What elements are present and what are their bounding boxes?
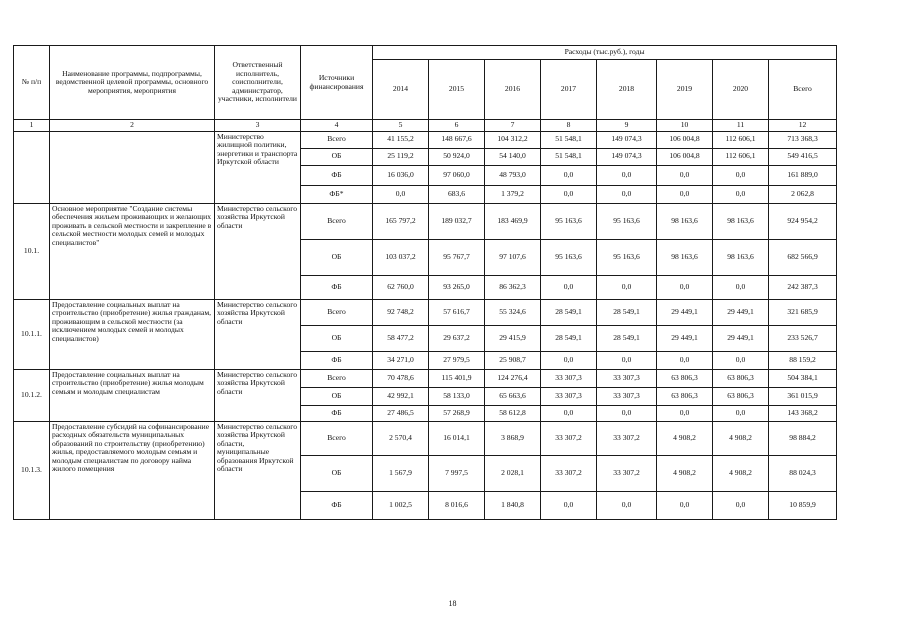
value-cell: 41 155,2 [373,131,429,148]
value-cell: 33 307,2 [597,455,657,491]
value-cell: 70 478,6 [373,369,429,387]
value-cell: 48 793,0 [485,165,541,185]
value-cell: 25 119,2 [373,148,429,165]
value-cell: 33 307,2 [541,421,597,455]
value-cell: 149 074,3 [597,131,657,148]
budget-table [13,45,837,520]
value-total: 682 566,9 [769,239,837,275]
value-cell: 27 979,5 [429,351,485,369]
value-cell: 0,0 [657,275,713,299]
value-cell: 103 037,2 [373,239,429,275]
value-cell: 0,0 [597,185,657,203]
value-cell: 112 606,1 [713,131,769,148]
value-cell: 95 163,6 [541,203,597,239]
value-total: 924 954,2 [769,203,837,239]
value-cell: 29 449,1 [657,299,713,325]
value-cell: 33 307,3 [597,387,657,405]
value-cell: 1 567,9 [373,455,429,491]
value-cell: 98 163,6 [713,239,769,275]
value-cell: 4 908,2 [657,455,713,491]
funding-source: Всего [301,299,373,325]
value-total: 98 884,2 [769,421,837,455]
funding-source: ФБ* [301,185,373,203]
value-cell: 27 486,5 [373,405,429,421]
column-index: 12 [769,120,837,132]
measure-name: Предоставление социальных выплат на строительство (приобретение) жилья молодым семьям и молодым специалистам [50,369,215,421]
value-cell: 29 637,2 [429,325,485,351]
value-cell: 58 477,2 [373,325,429,351]
responsible-executor: Министерство сельского хозяйства Иркутской области [215,369,301,421]
value-cell: 0,0 [713,491,769,519]
value-cell: 0,0 [597,165,657,185]
value-cell: 98 163,6 [657,239,713,275]
column-index: 10 [657,120,713,132]
header-expenses: Расходы (тыс.руб.), годы [373,46,837,60]
measure-name: Предоставление социальных выплат на строительство (приобретение) жилья гражданам, проживающим в сельской местности (за исключением молодых семей и молодых специалистов) [50,299,215,369]
value-cell: 2 570,4 [373,421,429,455]
value-cell: 29 449,1 [657,325,713,351]
header-year: 2016 [485,60,541,120]
value-cell: 0,0 [713,275,769,299]
funding-source: Всего [301,131,373,148]
value-cell: 29 449,1 [713,325,769,351]
value-cell: 58 133,0 [429,387,485,405]
header-responsible: Ответственный исполнитель, соисполнители, администратор, участники, исполнители [215,46,301,120]
value-cell: 63 806,3 [713,369,769,387]
table-row [14,421,837,455]
value-cell: 7 997,5 [429,455,485,491]
value-total: 361 015,9 [769,387,837,405]
value-cell: 98 163,6 [713,203,769,239]
value-cell: 683,6 [429,185,485,203]
value-cell: 28 549,1 [541,325,597,351]
funding-source: ФБ [301,351,373,369]
table-row [14,369,837,387]
table-row [14,131,837,148]
value-total: 143 368,2 [769,405,837,421]
value-cell: 92 748,2 [373,299,429,325]
column-index: 6 [429,120,485,132]
value-cell: 0,0 [657,351,713,369]
funding-source: ОБ [301,148,373,165]
value-cell: 16 036,0 [373,165,429,185]
value-cell: 2 028,1 [485,455,541,491]
value-cell: 63 806,3 [657,369,713,387]
responsible-executor: Министерство жилищной политики, энергетики и транспорта Иркутской области [215,131,301,203]
value-cell: 29 415,9 [485,325,541,351]
value-cell: 95 163,6 [541,239,597,275]
value-total: 242 387,3 [769,275,837,299]
value-cell: 28 549,1 [597,299,657,325]
value-cell: 4 908,2 [713,455,769,491]
column-index: 8 [541,120,597,132]
value-cell: 4 908,2 [657,421,713,455]
value-cell: 93 265,0 [429,275,485,299]
column-index: 7 [485,120,541,132]
header-year: 2015 [429,60,485,120]
funding-source: ОБ [301,325,373,351]
value-cell: 0,0 [541,165,597,185]
measure-name: Основное мероприятие "Создание системы обеспечения жильем проживающих и желающих проживать в сельской местности и закрепление в сельской местности молодых семей и молодых специалистов" [50,203,215,299]
value-total: 161 889,0 [769,165,837,185]
column-index: 11 [713,120,769,132]
header-num: № п/п [14,46,50,120]
value-cell: 148 667,6 [429,131,485,148]
header-name: Наименование программы, подпрограммы, ведомственной целевой программы, основного мероприятия, мероприятия [50,46,215,120]
value-cell: 95 767,7 [429,239,485,275]
value-cell: 1 379,2 [485,185,541,203]
value-cell: 106 004,8 [657,131,713,148]
row-number: 10.1.2. [14,369,50,421]
value-cell: 95 163,6 [597,203,657,239]
value-cell: 0,0 [713,165,769,185]
value-cell: 54 140,0 [485,148,541,165]
column-index: 2 [50,120,215,132]
value-cell: 112 606,1 [713,148,769,165]
value-total: 321 685,9 [769,299,837,325]
value-cell: 65 663,6 [485,387,541,405]
value-cell: 0,0 [657,491,713,519]
value-cell: 149 074,3 [597,148,657,165]
table-row [14,299,837,325]
value-cell: 86 362,3 [485,275,541,299]
value-cell: 57 268,9 [429,405,485,421]
value-total: 88 024,3 [769,455,837,491]
value-cell: 97 060,0 [429,165,485,185]
row-number [14,131,50,203]
value-cell: 28 549,1 [597,325,657,351]
value-cell: 51 548,1 [541,131,597,148]
value-cell: 115 401,9 [429,369,485,387]
header-year: 2017 [541,60,597,120]
value-cell: 0,0 [713,405,769,421]
funding-source: ОБ [301,239,373,275]
value-cell: 0,0 [713,185,769,203]
value-cell: 0,0 [657,165,713,185]
value-cell: 165 797,2 [373,203,429,239]
header-year: 2014 [373,60,429,120]
value-cell: 104 312,2 [485,131,541,148]
header-year: 2019 [657,60,713,120]
responsible-executor: Министерство сельского хозяйства Иркутской области [215,299,301,369]
value-cell: 33 307,2 [597,421,657,455]
value-total: 88 159,2 [769,351,837,369]
value-cell: 16 014,1 [429,421,485,455]
value-cell: 28 549,1 [541,299,597,325]
value-cell: 0,0 [597,491,657,519]
value-total: 713 368,3 [769,131,837,148]
row-number: 10.1.1. [14,299,50,369]
value-cell: 63 806,3 [713,387,769,405]
value-cell: 189 032,7 [429,203,485,239]
value-cell: 0,0 [541,405,597,421]
value-cell: 1 002,5 [373,491,429,519]
column-index: 9 [597,120,657,132]
value-cell: 58 612,8 [485,405,541,421]
value-cell: 124 276,4 [485,369,541,387]
value-cell: 8 016,6 [429,491,485,519]
responsible-executor: Министерство сельского хозяйства Иркутской области [215,203,301,299]
value-cell: 95 163,6 [597,239,657,275]
value-cell: 0,0 [597,275,657,299]
value-total: 233 526,7 [769,325,837,351]
funding-source: ОБ [301,455,373,491]
value-cell: 4 908,2 [713,421,769,455]
value-cell: 0,0 [541,351,597,369]
value-total: 549 416,5 [769,148,837,165]
value-cell: 33 307,3 [597,369,657,387]
header-year-total: Всего [769,60,837,120]
value-cell: 34 271,0 [373,351,429,369]
value-cell: 183 469,9 [485,203,541,239]
funding-source: ФБ [301,275,373,299]
value-total: 10 859,9 [769,491,837,519]
page-number: 18 [448,599,457,608]
value-cell: 42 992,1 [373,387,429,405]
header-year: 2018 [597,60,657,120]
header-sources: Источники финансирования [301,46,373,120]
funding-source: ФБ [301,405,373,421]
header-year: 2020 [713,60,769,120]
value-cell: 50 924,0 [429,148,485,165]
value-cell: 33 307,2 [541,455,597,491]
column-index: 3 [215,120,301,132]
row-number: 10.1. [14,203,50,299]
funding-source: ФБ [301,491,373,519]
value-cell: 51 548,1 [541,148,597,165]
responsible-executor: Министерство сельского хозяйства Иркутской области, муниципальные образования Иркутской области [215,421,301,519]
value-cell: 57 616,7 [429,299,485,325]
funding-source: Всего [301,369,373,387]
measure-name: Предоставление субсидий на софинансирование расходных обязательств муниципальных образований по строительству (приобретению) жилья, предоставляемого молодым семьям и молодым специалистам по договору найма жилого помещения [50,421,215,519]
measure-name [50,131,215,203]
value-cell: 0,0 [541,491,597,519]
value-cell: 55 324,6 [485,299,541,325]
value-cell: 0,0 [541,185,597,203]
value-cell: 0,0 [597,405,657,421]
value-cell: 0,0 [373,185,429,203]
column-index: 5 [373,120,429,132]
column-index: 1 [14,120,50,132]
value-cell: 25 908,7 [485,351,541,369]
funding-source: ОБ [301,387,373,405]
value-total: 2 062,8 [769,185,837,203]
value-cell: 0,0 [657,405,713,421]
value-cell: 0,0 [657,185,713,203]
value-cell: 62 760,0 [373,275,429,299]
value-cell: 0,0 [541,275,597,299]
funding-source: Всего [301,203,373,239]
value-cell: 98 163,6 [657,203,713,239]
column-index: 4 [301,120,373,132]
funding-source: Всего [301,421,373,455]
value-cell: 29 449,1 [713,299,769,325]
value-cell: 106 004,8 [657,148,713,165]
value-cell: 63 806,3 [657,387,713,405]
value-cell: 1 840,8 [485,491,541,519]
value-cell: 0,0 [713,351,769,369]
value-cell: 97 107,6 [485,239,541,275]
funding-source: ФБ [301,165,373,185]
row-number: 10.1.3. [14,421,50,519]
value-cell: 33 307,3 [541,387,597,405]
value-total: 504 384,1 [769,369,837,387]
table-row [14,203,837,239]
value-cell: 0,0 [597,351,657,369]
value-cell: 33 307,3 [541,369,597,387]
value-cell: 3 868,9 [485,421,541,455]
